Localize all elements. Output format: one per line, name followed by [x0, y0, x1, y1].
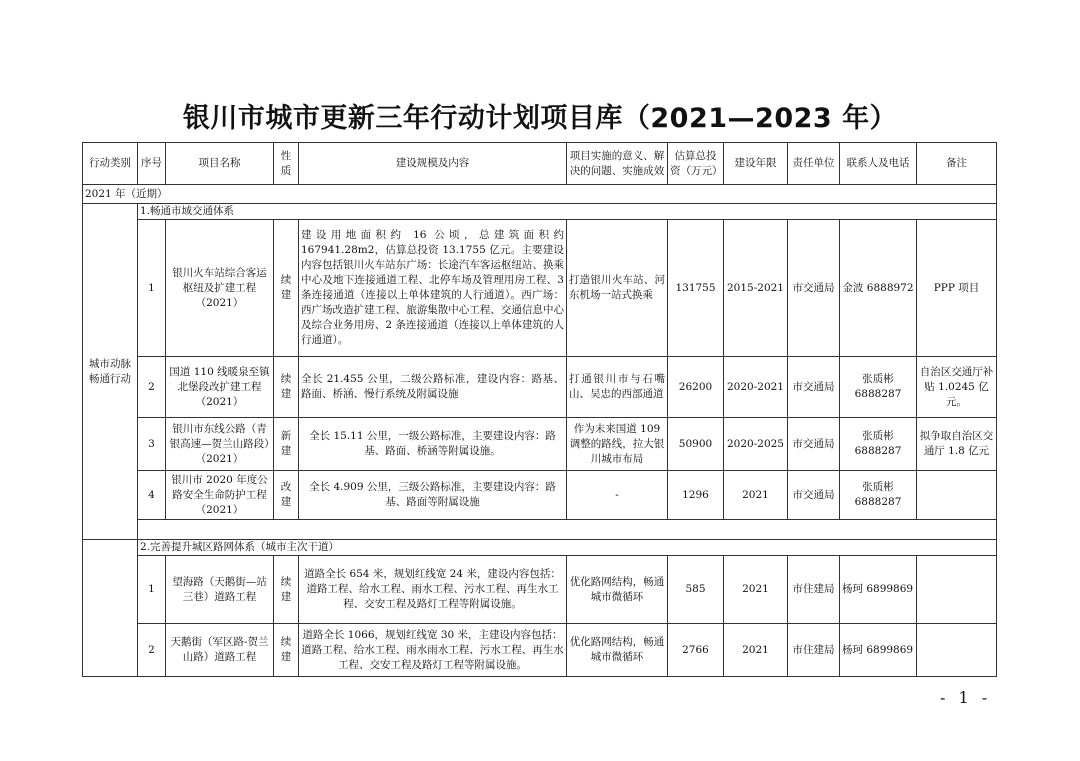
row-significance: - [567, 471, 668, 520]
row-contact: 金波 6888972 [840, 220, 917, 357]
row-investment: 26200 [668, 357, 724, 418]
section-row [83, 204, 997, 220]
table-row [83, 357, 997, 418]
row-remark: PPP 项目 [917, 220, 997, 357]
row-nature: 续建 [274, 556, 299, 624]
table-header-row [83, 143, 997, 185]
row-significance: 优化路网结构，畅通城市微循环 [567, 556, 668, 624]
row-unit: 市交通局 [788, 357, 840, 418]
row-remark [917, 624, 997, 677]
section-title: 1.畅通市域交通体系 [138, 204, 997, 220]
row-period: 2021 [724, 624, 788, 677]
row-content: 全长 15.11 公里，一级公路标准，主要建设内容：路基、路面、桥涵等附属设施。 [299, 418, 567, 471]
section-row [83, 540, 997, 556]
row-period: 2020-2025 [724, 418, 788, 471]
row-period: 2015-2021 [724, 220, 788, 357]
row-name: 银川市东线公路（青银高速—贺兰山路段）（2021） [166, 418, 274, 471]
row-contact: 杨珂 6899869 [840, 624, 917, 677]
year-label: 2021 年（近期） [83, 185, 997, 204]
row-unit: 市交通局 [788, 471, 840, 520]
row-investment: 2766 [668, 624, 724, 677]
row-investment: 50900 [668, 418, 724, 471]
row-content: 建设用地面积约 16 公顷，总建筑面积约 167941.28m2，估算总投资 13.1755 亿元。主要建设内容包括银川火车站东广场：长途汽车客运枢纽站、换乘中心及地下连接通道工程、北停车场及管理用房工程、3 条连接通道（连接以上单体建筑的人行通道）。西广场：西广场改造扩建工程、旅游集散中心工程、交通信息中心及综合业务用房、2 条连接通道（连接以上单体建筑的人行通道）。 [299, 220, 567, 357]
header-cell: 项目实施的意义、解决的问题、实施成效 [567, 143, 668, 185]
table-row [83, 471, 997, 520]
header-cell: 建设规模及内容 [299, 143, 567, 185]
header-cell: 项目名称 [166, 143, 274, 185]
section-title: 2.完善提升城区路网体系（城市主次干道） [138, 540, 997, 556]
row-name: 银川市 2020 年度公路安全生命防护工程（2021） [166, 471, 274, 520]
row-name: 望海路（天鹅街—站三巷）道路工程 [166, 556, 274, 624]
row-unit: 市交通局 [788, 418, 840, 471]
row-no: 2 [138, 357, 166, 418]
row-significance: 优化路网结构，畅通城市微循环 [567, 624, 668, 677]
row-period: 2021 [724, 556, 788, 624]
row-nature: 新建 [274, 418, 299, 471]
row-investment: 1296 [668, 471, 724, 520]
row-content: 道路全长 1066，规划红线宽 30 米，主建设内容包括：道路工程、给水工程、雨水雨水工程、污水工程、再生水工程、交安工程及路灯工程等附属设施。 [299, 624, 567, 677]
row-no: 1 [138, 556, 166, 624]
header-cell: 备注 [917, 143, 997, 185]
row-contact: 张质彬 6888287 [840, 418, 917, 471]
row-remark: 拟争取自治区交通厅 1.8 亿元 [917, 418, 997, 471]
row-unit: 市交通局 [788, 220, 840, 357]
header-cell: 行动类别 [83, 143, 138, 185]
row-contact: 杨珂 6899869 [840, 556, 917, 624]
table-row [83, 418, 997, 471]
header-cell: 性质 [274, 143, 299, 185]
category-cell [83, 540, 138, 677]
row-no: 2 [138, 624, 166, 677]
empty-cell [138, 520, 997, 540]
section-spacer-row [83, 520, 997, 540]
table-row [83, 624, 997, 677]
row-nature: 改建 [274, 471, 299, 520]
row-name: 银川火车站综合客运枢纽及扩建工程（2021） [166, 220, 274, 357]
header-cell: 序号 [138, 143, 166, 185]
year-row [83, 185, 997, 204]
header-cell: 责任单位 [788, 143, 840, 185]
row-significance: 打造银川火车站、河东机场一站式换乘 [567, 220, 668, 357]
row-name: 国道 110 线暖泉至镇北堡段改扩建工程（2021） [166, 357, 274, 418]
row-nature: 续建 [274, 357, 299, 418]
header-cell: 联系人及电话 [840, 143, 917, 185]
row-period: 2020-2021 [724, 357, 788, 418]
row-unit: 市住建局 [788, 624, 840, 677]
table-row [83, 220, 997, 357]
row-significance: 打通银川市与石嘴山、吴忠的西部通道 [567, 357, 668, 418]
table-row [83, 556, 997, 624]
row-contact: 张质彬 6888287 [840, 471, 917, 520]
header-cell: 估算总投资（万元） [668, 143, 724, 185]
row-content: 全长 4.909 公里，三级公路标准，主要建设内容：路基、路面等附属设施 [299, 471, 567, 520]
header-cell: 建设年限 [724, 143, 788, 185]
row-significance: 作为未来国道 109 调整的路线，拉大银川城市布局 [567, 418, 668, 471]
document-title: 银川市城市更新三年行动计划项目库（2021—2023 年） [182, 103, 898, 134]
row-investment: 585 [668, 556, 724, 624]
row-nature: 续建 [274, 624, 299, 677]
row-investment: 131755 [668, 220, 724, 357]
row-nature: 续建 [274, 220, 299, 357]
row-contact: 张质彬 6888287 [840, 357, 917, 418]
project-table [82, 142, 997, 677]
row-no: 1 [138, 220, 166, 357]
row-remark [917, 471, 997, 520]
row-no: 3 [138, 418, 166, 471]
category-cell: 城市动脉畅通行动 [83, 204, 138, 540]
page-number: - 1 - [940, 688, 992, 707]
row-remark: 自治区交通厅补贴 1.0245 亿元。 [917, 357, 997, 418]
row-content: 道路全长 654 米，规划红线宽 24 米，建设内容包括：道路工程、给水工程、雨水工程、污水工程、再生水工程、交安工程及路灯工程等附属设施。 [299, 556, 567, 624]
row-period: 2021 [724, 471, 788, 520]
row-name: 天鹅街（军区路-贺兰山路）道路工程 [166, 624, 274, 677]
row-unit: 市住建局 [788, 556, 840, 624]
row-remark [917, 556, 997, 624]
row-content: 全长 21.455 公里，二级公路标准，建设内容：路基、路面、桥涵、慢行系统及附属设施 [299, 357, 567, 418]
row-no: 4 [138, 471, 166, 520]
